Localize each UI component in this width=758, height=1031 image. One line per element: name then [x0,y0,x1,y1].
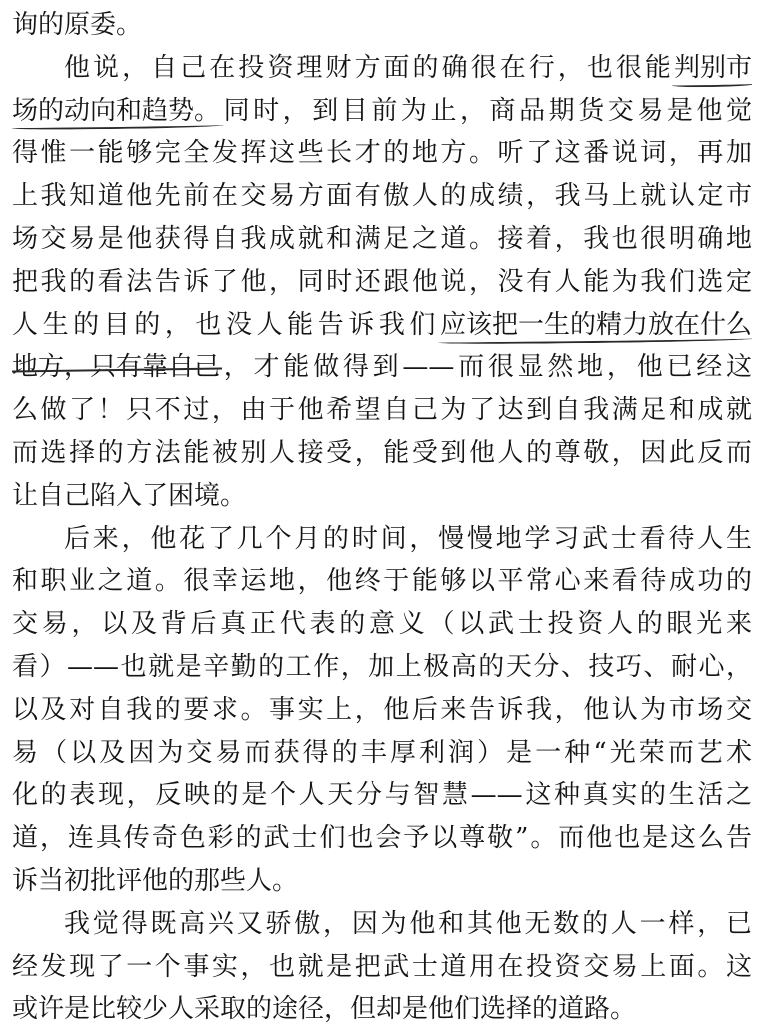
text-line: 让自己陷入了困境。 [12,480,247,511]
text-line: 上我知道他先前在交易方面有傲人的成绩，我马上就认定市 [12,181,752,212]
text-line: 得惟一能够完全发挥这些长才的地方。听了这番说词，再加 [12,138,752,169]
text-line: 道，连具传奇色彩的武士们也会予以尊敬”。而他也是这么告 [12,823,752,854]
paragraph-start-line: 我觉得既高兴又骄傲，因为他和其他无数的人一样，已 [64,908,752,939]
text-line: 或许是比较少人采取的途径，但却是他们选择的道路。 [12,994,637,1025]
text-line: 诉当初批评他的那些人。 [12,865,299,896]
text-line: 化的表现，反映的是个人天分与智慧——这种真实的生活之 [12,780,752,811]
text-line: 以及对自我的要求。事实上，他后来告诉我，他认为市场交 [12,694,752,725]
text-line: 人生的目的，也没人能告诉我们应该把一生的精力放在什么 [12,304,752,347]
text-line: 易（以及因为交易而获得的丰厚利润）是一种“光荣而艺术 [12,737,752,768]
text-line: 场的动向和趋势。同时，到目前为止，商品期货交易是他觉 [12,90,752,133]
text-line: 把我的看法告诉了他，同时还跟他说，没有人能为我们选定 [12,266,752,297]
text-line: 而选择的方法能被别人接受，能受到他人的尊敬，因此反而 [12,437,752,468]
body-text [12,4,752,1031]
text-line: 询的原委。 [12,10,143,40]
text-line: 么做了！只不过，由于他希望自己为了达到自我满足和成就 [12,395,752,426]
paragraph-start-line: 后来，他花了几个月的时间，慢慢地学习武士看待人生 [64,523,752,554]
handwritten-underline: 场的动向和趋势。 [12,90,220,133]
text-line: 经发现了一个事实，也就是把武士道用在投资交易上面。这 [12,951,752,982]
handwritten-underline: 判别市 [674,47,752,90]
text-line: 看）——也就是辛勤的工作，加上极高的天分、技巧、耐心， [12,651,752,682]
paragraph-start-line: 他说，自己在投资理财方面的确很在行，也很能判别市 [12,47,752,90]
text-line: 场交易是他获得自我成就和满足之道。接着，我也很明确地 [12,223,752,254]
text-line: 地方，只有靠自己，才能做得到——而很显然地，他已经这 [12,346,752,389]
handwritten-strikethrough: 地方，只有靠自己 [12,346,220,389]
text-line: 和职业之道。很幸运地，他终于能够以平常心来看待成功的 [12,566,752,597]
handwritten-underline: 应该把一生的精力放在什么 [440,304,752,347]
text-line: 交易，以及背后真正代表的意义（以武士投资人的眼光来 [12,609,752,640]
